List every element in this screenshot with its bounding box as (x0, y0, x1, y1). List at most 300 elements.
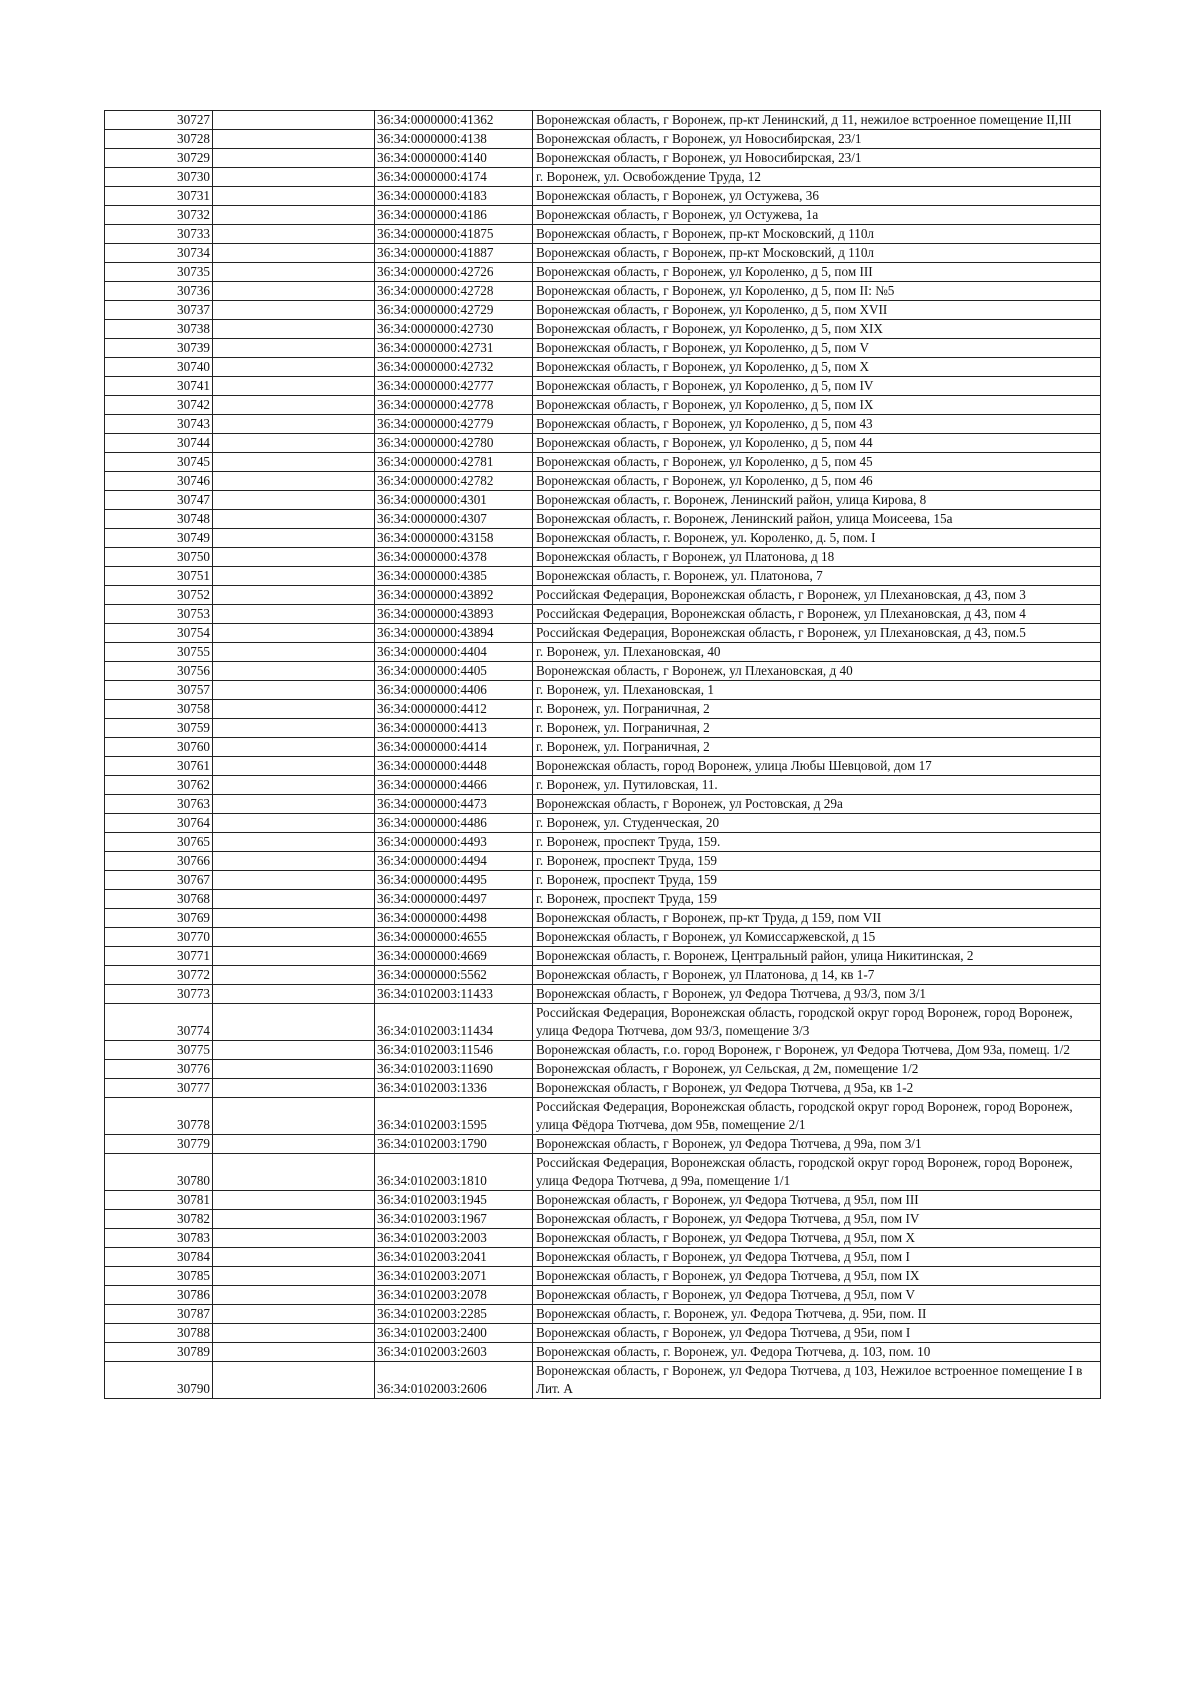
table-row (105, 320, 1101, 339)
address-cell: Воронежская область, г Воронеж, ул Короленко, д 5, пом 44 (533, 434, 1101, 453)
row-number-cell: 30744 (105, 434, 213, 453)
row-number-cell: 30783 (105, 1229, 213, 1248)
address-cell: Воронежская область, г. Воронеж, ул. Платонова, 7 (533, 567, 1101, 586)
cadastral-number-cell: 36:34:0000000:4486 (375, 814, 533, 833)
address-cell: Воронежская область, г Воронеж, ул Федора Тютчева, д 95л, пом V (533, 1286, 1101, 1305)
cadastral-number-cell: 36:34:0000000:4174 (375, 168, 533, 187)
cadastral-number-cell: 36:34:0102003:11433 (375, 985, 533, 1004)
row-number-cell: 30780 (105, 1154, 213, 1191)
table-row (105, 187, 1101, 206)
table-row (105, 434, 1101, 453)
empty-cell (213, 719, 375, 738)
empty-cell (213, 1041, 375, 1060)
table-row (105, 1210, 1101, 1229)
cadastral-number-cell: 36:34:0000000:4493 (375, 833, 533, 852)
empty-cell (213, 225, 375, 244)
address-cell: Воронежская область, г Воронеж, ул Федора Тютчева, д 95а, кв 1-2 (533, 1079, 1101, 1098)
row-number-cell: 30728 (105, 130, 213, 149)
cadastral-number-cell: 36:34:0000000:42726 (375, 263, 533, 282)
table-row (105, 244, 1101, 263)
cadastral-number-cell: 36:34:0000000:4301 (375, 491, 533, 510)
address-cell: г. Воронеж, ул. Путиловская, 11. (533, 776, 1101, 795)
cadastral-number-cell: 36:34:0000000:42778 (375, 396, 533, 415)
address-cell: Российская Федерация, Воронежская область, г Воронеж, ул Плехановская, д 43, пом 4 (533, 605, 1101, 624)
table-row (105, 871, 1101, 890)
row-number-cell: 30761 (105, 757, 213, 776)
row-number-cell: 30752 (105, 586, 213, 605)
cadastral-number-cell: 36:34:0102003:11434 (375, 1004, 533, 1041)
row-number-cell: 30758 (105, 700, 213, 719)
property-registry-table (104, 110, 1101, 1399)
row-number-cell: 30773 (105, 985, 213, 1004)
row-number-cell: 30745 (105, 453, 213, 472)
document-page (104, 110, 1100, 1399)
row-number-cell: 30778 (105, 1098, 213, 1135)
row-number-cell: 30770 (105, 928, 213, 947)
empty-cell (213, 624, 375, 643)
address-cell: Воронежская область, г Воронеж, ул Короленко, д 5, пом V (533, 339, 1101, 358)
empty-cell (213, 339, 375, 358)
table-row (105, 263, 1101, 282)
row-number-cell: 30750 (105, 548, 213, 567)
row-number-cell: 30766 (105, 852, 213, 871)
table-row (105, 928, 1101, 947)
address-cell: Воронежская область, г. Воронеж, ул. Короленко, д. 5, пом. I (533, 529, 1101, 548)
address-cell: Воронежская область, г Воронеж, ул Платонова, д 18 (533, 548, 1101, 567)
row-number-cell: 30763 (105, 795, 213, 814)
cadastral-number-cell: 36:34:0000000:42729 (375, 301, 533, 320)
table-row (105, 548, 1101, 567)
cadastral-number-cell: 36:34:0102003:1810 (375, 1154, 533, 1191)
table-row (105, 757, 1101, 776)
row-number-cell: 30740 (105, 358, 213, 377)
table-row (105, 491, 1101, 510)
cadastral-number-cell: 36:34:0000000:41362 (375, 111, 533, 130)
table-row (105, 1229, 1101, 1248)
address-cell: Воронежская область, г Воронеж, ул Остужева, 36 (533, 187, 1101, 206)
empty-cell (213, 567, 375, 586)
table-row (105, 586, 1101, 605)
cadastral-number-cell: 36:34:0000000:42728 (375, 282, 533, 301)
table-row (105, 776, 1101, 795)
table-row (105, 339, 1101, 358)
table-row (105, 814, 1101, 833)
table-row (105, 415, 1101, 434)
row-number-cell: 30736 (105, 282, 213, 301)
empty-cell (213, 700, 375, 719)
cadastral-number-cell: 36:34:0102003:1790 (375, 1135, 533, 1154)
cadastral-number-cell: 36:34:0000000:43893 (375, 605, 533, 624)
address-cell: Российская Федерация, Воронежская область, городской округ город Воронеж, город Воронеж, улица Фёдора Тютчева, дом 95в, помещение 2/1 (533, 1098, 1101, 1135)
cadastral-number-cell: 36:34:0000000:4473 (375, 795, 533, 814)
address-cell: Воронежская область, г.о. город Воронеж, г Воронеж, ул Федора Тютчева, Дом 93а, помещ. 1/2 (533, 1041, 1101, 1060)
cadastral-number-cell: 36:34:0000000:4385 (375, 567, 533, 586)
address-cell: Воронежская область, г Воронеж, ул Короленко, д 5, пом XVII (533, 301, 1101, 320)
address-cell: Воронежская область, г Воронеж, пр-кт Московский, д 110л (533, 225, 1101, 244)
cadastral-number-cell: 36:34:0000000:42732 (375, 358, 533, 377)
cadastral-number-cell: 36:34:0000000:4669 (375, 947, 533, 966)
table-row (105, 1286, 1101, 1305)
empty-cell (213, 1324, 375, 1343)
empty-cell (213, 1267, 375, 1286)
cadastral-number-cell: 36:34:0000000:4307 (375, 510, 533, 529)
empty-cell (213, 890, 375, 909)
row-number-cell: 30754 (105, 624, 213, 643)
address-cell: Воронежская область, г Воронеж, пр-кт Труда, д 159, пом VII (533, 909, 1101, 928)
row-number-cell: 30771 (105, 947, 213, 966)
cadastral-number-cell: 36:34:0000000:4378 (375, 548, 533, 567)
empty-cell (213, 681, 375, 700)
address-cell: Воронежская область, г Воронеж, ул Остужева, 1а (533, 206, 1101, 225)
address-cell: Воронежская область, г Воронеж, ул Сельская, д 2м, помещение 1/2 (533, 1060, 1101, 1079)
table-row (105, 1362, 1101, 1399)
cadastral-number-cell: 36:34:0000000:4497 (375, 890, 533, 909)
empty-cell (213, 282, 375, 301)
table-row (105, 149, 1101, 168)
address-cell: Воронежская область, г Воронеж, ул Платонова, д 14, кв 1-7 (533, 966, 1101, 985)
address-cell: Российская Федерация, Воронежская область, городской округ город Воронеж, город Воронеж, улица Федора Тютчева, д 99а, помещение 1/1 (533, 1154, 1101, 1191)
empty-cell (213, 1286, 375, 1305)
row-number-cell: 30772 (105, 966, 213, 985)
table-row (105, 396, 1101, 415)
row-number-cell: 30751 (105, 567, 213, 586)
empty-cell (213, 1154, 375, 1191)
cadastral-number-cell: 36:34:0102003:2400 (375, 1324, 533, 1343)
row-number-cell: 30782 (105, 1210, 213, 1229)
table-row (105, 168, 1101, 187)
cadastral-number-cell: 36:34:0000000:41887 (375, 244, 533, 263)
table-row (105, 1343, 1101, 1362)
empty-cell (213, 852, 375, 871)
empty-cell (213, 795, 375, 814)
row-number-cell: 30747 (105, 491, 213, 510)
empty-cell (213, 206, 375, 225)
empty-cell (213, 662, 375, 681)
cadastral-number-cell: 36:34:0000000:4405 (375, 662, 533, 681)
row-number-cell: 30775 (105, 1041, 213, 1060)
address-cell: Воронежская область, г Воронеж, ул Короленко, д 5, пом IX (533, 396, 1101, 415)
cadastral-number-cell: 36:34:0000000:4655 (375, 928, 533, 947)
address-cell: Российская Федерация, Воронежская область, г Воронеж, ул Плехановская, д 43, пом 3 (533, 586, 1101, 605)
row-number-cell: 30731 (105, 187, 213, 206)
row-number-cell: 30776 (105, 1060, 213, 1079)
table-row (105, 301, 1101, 320)
table-row (105, 738, 1101, 757)
address-cell: г. Воронеж, ул. Плехановская, 1 (533, 681, 1101, 700)
address-cell: Воронежская область, г Воронеж, ул Федора Тютчева, д 95л, пом IV (533, 1210, 1101, 1229)
table-row (105, 833, 1101, 852)
row-number-cell: 30730 (105, 168, 213, 187)
cadastral-number-cell: 36:34:0000000:4404 (375, 643, 533, 662)
address-cell: г. Воронеж, проспект Труда, 159 (533, 871, 1101, 890)
table-row (105, 567, 1101, 586)
empty-cell (213, 548, 375, 567)
table-row (105, 719, 1101, 738)
row-number-cell: 30755 (105, 643, 213, 662)
cadastral-number-cell: 36:34:0000000:4183 (375, 187, 533, 206)
empty-cell (213, 396, 375, 415)
cadastral-number-cell: 36:34:0000000:4494 (375, 852, 533, 871)
address-cell: Воронежская область, г. Воронеж, ул. Федора Тютчева, д. 103, пом. 10 (533, 1343, 1101, 1362)
row-number-cell: 30739 (105, 339, 213, 358)
empty-cell (213, 1004, 375, 1041)
cadastral-number-cell: 36:34:0000000:42779 (375, 415, 533, 434)
cadastral-number-cell: 36:34:0000000:42781 (375, 453, 533, 472)
row-number-cell: 30757 (105, 681, 213, 700)
cadastral-number-cell: 36:34:0000000:4413 (375, 719, 533, 738)
row-number-cell: 30787 (105, 1305, 213, 1324)
row-number-cell: 30727 (105, 111, 213, 130)
address-cell: Воронежская область, г Воронеж, ул Федора Тютчева, д 95л, пом IX (533, 1267, 1101, 1286)
empty-cell (213, 358, 375, 377)
row-number-cell: 30737 (105, 301, 213, 320)
cadastral-number-cell: 36:34:0000000:4406 (375, 681, 533, 700)
empty-cell (213, 985, 375, 1004)
empty-cell (213, 510, 375, 529)
table-row (105, 681, 1101, 700)
row-number-cell: 30786 (105, 1286, 213, 1305)
table-row (105, 206, 1101, 225)
address-cell: Воронежская область, г Воронеж, пр-кт Московский, д 110л (533, 244, 1101, 263)
empty-cell (213, 415, 375, 434)
empty-cell (213, 966, 375, 985)
empty-cell (213, 1079, 375, 1098)
cadastral-number-cell: 36:34:0102003:2003 (375, 1229, 533, 1248)
address-cell: Воронежская область, г Воронеж, ул Федора Тютчева, д 95л, пом III (533, 1191, 1101, 1210)
row-number-cell: 30756 (105, 662, 213, 681)
table-row (105, 662, 1101, 681)
row-number-cell: 30734 (105, 244, 213, 263)
table-row (105, 377, 1101, 396)
table-row (105, 624, 1101, 643)
address-cell: Российская Федерация, Воронежская область, городской округ город Воронеж, город Воронеж, улица Федора Тютчева, дом 93/3, помещение 3/3 (533, 1004, 1101, 1041)
table-row (105, 282, 1101, 301)
cadastral-number-cell: 36:34:0102003:2071 (375, 1267, 533, 1286)
row-number-cell: 30784 (105, 1248, 213, 1267)
table-row (105, 985, 1101, 1004)
empty-cell (213, 168, 375, 187)
address-cell: Воронежская область, г Воронеж, ул Короленко, д 5, пом II: №5 (533, 282, 1101, 301)
address-cell: Воронежская область, г Воронеж, ул Короленко, д 5, пом XIX (533, 320, 1101, 339)
row-number-cell: 30748 (105, 510, 213, 529)
table-row (105, 1079, 1101, 1098)
table-row (105, 605, 1101, 624)
row-number-cell: 30733 (105, 225, 213, 244)
empty-cell (213, 453, 375, 472)
row-number-cell: 30764 (105, 814, 213, 833)
row-number-cell: 30789 (105, 1343, 213, 1362)
table-row (105, 1041, 1101, 1060)
row-number-cell: 30774 (105, 1004, 213, 1041)
empty-cell (213, 1060, 375, 1079)
address-cell: Воронежская область, г Воронеж, ул Федора Тютчева, д 95и, пом I (533, 1324, 1101, 1343)
table-row (105, 1191, 1101, 1210)
cadastral-number-cell: 36:34:0102003:2041 (375, 1248, 533, 1267)
row-number-cell: 30777 (105, 1079, 213, 1098)
table-row (105, 947, 1101, 966)
table-row (105, 1248, 1101, 1267)
row-number-cell: 30769 (105, 909, 213, 928)
row-number-cell: 30742 (105, 396, 213, 415)
cadastral-number-cell: 36:34:0102003:1945 (375, 1191, 533, 1210)
row-number-cell: 30781 (105, 1191, 213, 1210)
row-number-cell: 30779 (105, 1135, 213, 1154)
table-row (105, 852, 1101, 871)
row-number-cell: 30765 (105, 833, 213, 852)
address-cell: Воронежская область, г. Воронеж, Ленинский район, улица Кирова, 8 (533, 491, 1101, 510)
cadastral-number-cell: 36:34:0102003:1336 (375, 1079, 533, 1098)
cadastral-number-cell: 36:34:0102003:11546 (375, 1041, 533, 1060)
address-cell: г. Воронеж, проспект Труда, 159 (533, 852, 1101, 871)
address-cell: Воронежская область, г Воронеж, ул Новосибирская, 23/1 (533, 130, 1101, 149)
cadastral-number-cell: 36:34:0102003:2603 (375, 1343, 533, 1362)
cadastral-number-cell: 36:34:0102003:2078 (375, 1286, 533, 1305)
address-cell: Воронежская область, г Воронеж, ул Короленко, д 5, пом IV (533, 377, 1101, 396)
empty-cell (213, 111, 375, 130)
address-cell: Воронежская область, г. Воронеж, ул. Федора Тютчева, д. 95и, пом. II (533, 1305, 1101, 1324)
address-cell: г. Воронеж, ул. Пограничная, 2 (533, 719, 1101, 738)
address-cell: г. Воронеж, проспект Труда, 159. (533, 833, 1101, 852)
table-row (105, 1004, 1101, 1041)
address-cell: Воронежская область, г. Воронеж, Ленинский район, улица Моисеева, 15а (533, 510, 1101, 529)
address-cell: Российская Федерация, Воронежская область, г Воронеж, ул Плехановская, д 43, пом.5 (533, 624, 1101, 643)
cadastral-number-cell: 36:34:0000000:42730 (375, 320, 533, 339)
row-number-cell: 30732 (105, 206, 213, 225)
address-cell: Воронежская область, г. Воронеж, Центральный район, улица Никитинская, 2 (533, 947, 1101, 966)
table-row (105, 700, 1101, 719)
empty-cell (213, 529, 375, 548)
cadastral-number-cell: 36:34:0000000:42780 (375, 434, 533, 453)
cadastral-number-cell: 36:34:0000000:41875 (375, 225, 533, 244)
empty-cell (213, 947, 375, 966)
cadastral-number-cell: 36:34:0000000:4412 (375, 700, 533, 719)
empty-cell (213, 605, 375, 624)
address-cell: г. Воронеж, проспект Труда, 159 (533, 890, 1101, 909)
empty-cell (213, 643, 375, 662)
table-row (105, 472, 1101, 491)
empty-cell (213, 871, 375, 890)
address-cell: Воронежская область, г Воронеж, ул Федора Тютчева, д 103, Нежилое встроенное помещение I в Лит. А (533, 1362, 1101, 1399)
empty-cell (213, 1191, 375, 1210)
row-number-cell: 30729 (105, 149, 213, 168)
cadastral-number-cell: 36:34:0102003:11690 (375, 1060, 533, 1079)
empty-cell (213, 738, 375, 757)
table-row (105, 1154, 1101, 1191)
table-row (105, 1305, 1101, 1324)
empty-cell (213, 1305, 375, 1324)
row-number-cell: 30790 (105, 1362, 213, 1399)
cadastral-number-cell: 36:34:0000000:4495 (375, 871, 533, 890)
empty-cell (213, 1210, 375, 1229)
address-cell: г. Воронеж, ул. Пограничная, 2 (533, 700, 1101, 719)
address-cell: Воронежская область, г Воронеж, ул Короленко, д 5, пом III (533, 263, 1101, 282)
empty-cell (213, 301, 375, 320)
row-number-cell: 30753 (105, 605, 213, 624)
cadastral-number-cell: 36:34:0000000:43894 (375, 624, 533, 643)
address-cell: Воронежская область, г Воронеж, ул Короленко, д 5, пом 45 (533, 453, 1101, 472)
empty-cell (213, 149, 375, 168)
cadastral-number-cell: 36:34:0000000:5562 (375, 966, 533, 985)
row-number-cell: 30749 (105, 529, 213, 548)
table-row (105, 529, 1101, 548)
address-cell: Воронежская область, г Воронеж, ул Короленко, д 5, пом 46 (533, 472, 1101, 491)
empty-cell (213, 909, 375, 928)
row-number-cell: 30746 (105, 472, 213, 491)
table-row (105, 1324, 1101, 1343)
cadastral-number-cell: 36:34:0102003:2606 (375, 1362, 533, 1399)
table-row (105, 643, 1101, 662)
table-row (105, 111, 1101, 130)
row-number-cell: 30768 (105, 890, 213, 909)
table-row (105, 358, 1101, 377)
table-row (105, 225, 1101, 244)
empty-cell (213, 1343, 375, 1362)
empty-cell (213, 814, 375, 833)
cadastral-number-cell: 36:34:0000000:4186 (375, 206, 533, 225)
empty-cell (213, 928, 375, 947)
row-number-cell: 30762 (105, 776, 213, 795)
address-cell: Воронежская область, г Воронеж, ул Новосибирская, 23/1 (533, 149, 1101, 168)
empty-cell (213, 1362, 375, 1399)
empty-cell (213, 757, 375, 776)
row-number-cell: 30735 (105, 263, 213, 282)
table-row (105, 510, 1101, 529)
empty-cell (213, 130, 375, 149)
empty-cell (213, 1229, 375, 1248)
row-number-cell: 30767 (105, 871, 213, 890)
address-cell: Воронежская область, г Воронеж, пр-кт Ленинский, д 11, нежилое встроенное помещение II,III (533, 111, 1101, 130)
table-row (105, 1267, 1101, 1286)
address-cell: Воронежская область, г Воронеж, ул Федора Тютчева, д 95л, пом I (533, 1248, 1101, 1267)
cadastral-number-cell: 36:34:0000000:4414 (375, 738, 533, 757)
empty-cell (213, 1135, 375, 1154)
empty-cell (213, 472, 375, 491)
empty-cell (213, 244, 375, 263)
row-number-cell: 30743 (105, 415, 213, 434)
row-number-cell: 30760 (105, 738, 213, 757)
address-cell: Воронежская область, г Воронеж, ул Ростовская, д 29а (533, 795, 1101, 814)
address-cell: г. Воронеж, ул. Пограничная, 2 (533, 738, 1101, 757)
table-row (105, 909, 1101, 928)
address-cell: г. Воронеж, ул. Плехановская, 40 (533, 643, 1101, 662)
address-cell: Воронежская область, г Воронеж, ул Короленко, д 5, пом X (533, 358, 1101, 377)
address-cell: Воронежская область, г Воронеж, ул Плехановская, д 40 (533, 662, 1101, 681)
address-cell: Воронежская область, г Воронеж, ул Комиссаржевской, д 15 (533, 928, 1101, 947)
address-cell: Воронежская область, г Воронеж, ул Короленко, д 5, пом 43 (533, 415, 1101, 434)
cadastral-number-cell: 36:34:0000000:4466 (375, 776, 533, 795)
cadastral-number-cell: 36:34:0102003:2285 (375, 1305, 533, 1324)
empty-cell (213, 776, 375, 795)
address-cell: г. Воронеж, ул. Освобождение Труда, 12 (533, 168, 1101, 187)
empty-cell (213, 263, 375, 282)
empty-cell (213, 1098, 375, 1135)
row-number-cell: 30759 (105, 719, 213, 738)
table-row (105, 130, 1101, 149)
cadastral-number-cell: 36:34:0000000:4140 (375, 149, 533, 168)
table-row (105, 795, 1101, 814)
row-number-cell: 30788 (105, 1324, 213, 1343)
table-row (105, 890, 1101, 909)
cadastral-number-cell: 36:34:0000000:43892 (375, 586, 533, 605)
cadastral-number-cell: 36:34:0000000:42782 (375, 472, 533, 491)
empty-cell (213, 320, 375, 339)
cadastral-number-cell: 36:34:0000000:43158 (375, 529, 533, 548)
empty-cell (213, 434, 375, 453)
address-cell: Воронежская область, г Воронеж, ул Федора Тютчева, д 99а, пом 3/1 (533, 1135, 1101, 1154)
table-row (105, 1060, 1101, 1079)
empty-cell (213, 1248, 375, 1267)
empty-cell (213, 187, 375, 206)
